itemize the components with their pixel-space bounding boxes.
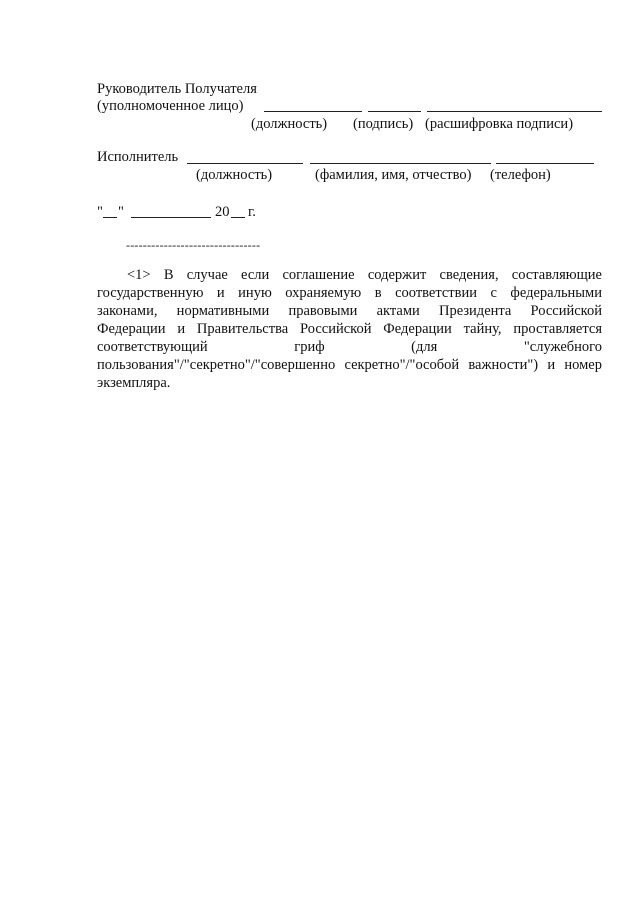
executor-phone-line <box>496 163 594 164</box>
footnote-paragraph <box>97 266 602 392</box>
date-year-suffix: г. <box>248 204 256 220</box>
signature-blank-line <box>368 111 421 112</box>
head-label: Руководитель Получателя <box>97 81 257 97</box>
date-year-blank <box>231 217 245 218</box>
footnote-line-5: соответствующий гриф (для "служебного <box>97 339 602 355</box>
caption-signature: (подпись) <box>353 116 414 132</box>
footnote-separator: -------------------------------- <box>126 238 261 252</box>
date-day-blank <box>103 217 117 218</box>
caption-executor-phone: (телефон) <box>490 167 551 183</box>
footnote-line-1: <1> В случае если соглашение содержит сведения, составляющие <box>127 267 602 283</box>
footnote-line-4: Федерации и Правительства Российской Федерации тайну, проставляется <box>97 321 602 337</box>
date-year-prefix: 20 <box>215 204 230 220</box>
decoding-blank-line <box>427 111 602 112</box>
caption-executor-name: (фамилия, имя, отчество) <box>315 167 472 183</box>
caption-position: (должность) <box>251 116 328 132</box>
footnote-line-3: законами, нормативными правовыми актами Президента Российской <box>97 303 602 319</box>
executor-name-line <box>310 163 491 164</box>
executor-label: Исполнитель <box>97 149 179 165</box>
date-open-quote: " <box>97 204 103 220</box>
position-blank-line <box>264 111 362 112</box>
authorized-person-label: (уполномоченное лицо) <box>97 98 244 114</box>
executor-position-line <box>187 163 303 164</box>
footnote-line-2: государственную и иную охраняемую в соответствии с федеральными <box>97 285 602 301</box>
date-month-blank <box>131 217 211 218</box>
date-close-quote: " <box>118 204 124 220</box>
caption-executor-position: (должность) <box>196 167 273 183</box>
footnote-line-7: экземпляра. <box>97 375 171 391</box>
footnote-line-6: пользования"/"секретно"/"совершенно секретно"/"особой важности") и номер <box>97 357 602 373</box>
caption-signature-decoding: (расшифровка подписи) <box>425 116 574 132</box>
